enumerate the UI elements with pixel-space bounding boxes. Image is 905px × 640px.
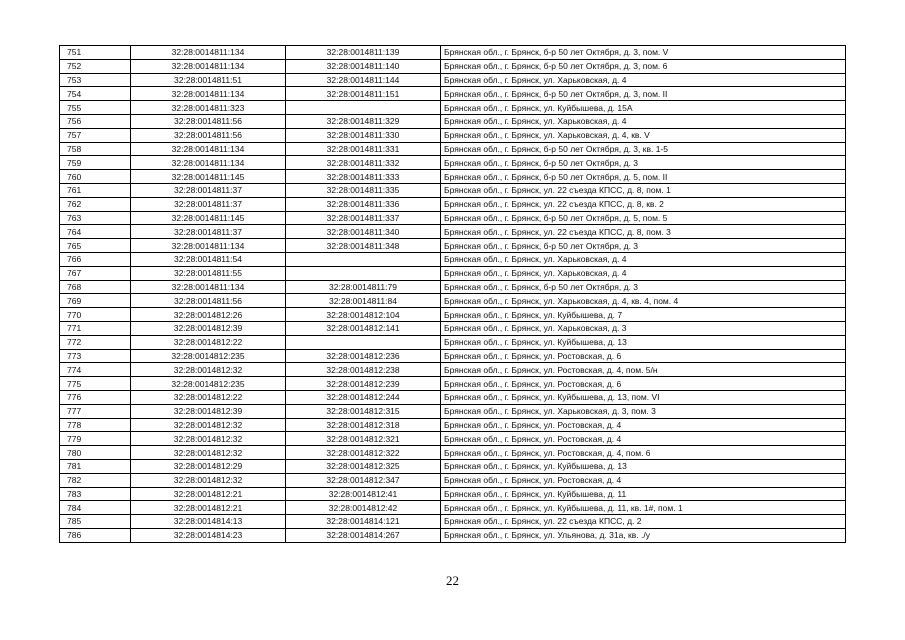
cadastral-number-cell: 32:28:0014812:22 — [131, 335, 286, 349]
table-row — [60, 321, 846, 335]
table-row — [60, 59, 846, 73]
related-cadastral-number-cell: 32:28:0014812:244 — [286, 390, 441, 404]
related-cadastral-number-cell: 32:28:0014811:84 — [286, 294, 441, 308]
table-row — [60, 501, 846, 515]
address-cell: Брянская обл., г. Брянск, ул. Харьковская, д. 4 — [441, 114, 846, 128]
address-cell: Брянская обл., г. Брянск, ул. Ростовская, д. 6 — [441, 377, 846, 391]
table-row — [60, 446, 846, 460]
cadastral-number-cell: 32:28:0014811:56 — [131, 114, 286, 128]
cadastral-number-cell: 32:28:0014811:145 — [131, 211, 286, 225]
table-row — [60, 266, 846, 280]
related-cadastral-number-cell: 32:28:0014811:331 — [286, 142, 441, 156]
row-number-cell: 751 — [60, 46, 131, 60]
row-number-cell: 780 — [60, 446, 131, 460]
document-table — [59, 45, 846, 543]
cadastral-number-cell: 32:28:0014812:32 — [131, 432, 286, 446]
table-row — [60, 528, 846, 542]
address-cell: Брянская обл., г. Брянск, ул. Куйбышева, д. 13 — [441, 459, 846, 473]
related-cadastral-number-cell: 32:28:0014811:336 — [286, 197, 441, 211]
address-cell: Брянская обл., г. Брянск, б-р 50 лет Октября, д. 3, пом. II — [441, 87, 846, 101]
cadastral-number-cell: 32:28:0014814:13 — [131, 515, 286, 529]
related-cadastral-number-cell: 32:28:0014812:318 — [286, 418, 441, 432]
related-cadastral-number-cell: 32:28:0014811:335 — [286, 183, 441, 197]
row-number-cell: 757 — [60, 128, 131, 142]
row-number-cell: 778 — [60, 418, 131, 432]
row-number-cell: 765 — [60, 239, 131, 253]
cadastral-number-cell: 32:28:0014812:32 — [131, 473, 286, 487]
cadastral-number-cell: 32:28:0014811:37 — [131, 183, 286, 197]
table-row — [60, 142, 846, 156]
address-cell: Брянская обл., г. Брянск, ул. Куйбышева, д. 15А — [441, 101, 846, 115]
related-cadastral-number-cell: 32:28:0014811:79 — [286, 280, 441, 294]
address-cell: Брянская обл., г. Брянск, ул. Ростовская, д. 4 — [441, 418, 846, 432]
related-cadastral-number-cell: 32:28:0014812:325 — [286, 459, 441, 473]
related-cadastral-number-cell: 32:28:0014811:144 — [286, 73, 441, 87]
cadastral-number-cell: 32:28:0014811:37 — [131, 197, 286, 211]
cadastral-number-cell: 32:28:0014811:54 — [131, 252, 286, 266]
row-number-cell: 782 — [60, 473, 131, 487]
cadastral-number-cell: 32:28:0014811:134 — [131, 87, 286, 101]
related-cadastral-number-cell: 32:28:0014812:322 — [286, 446, 441, 460]
table-row — [60, 487, 846, 501]
table-row — [60, 377, 846, 391]
table-row — [60, 335, 846, 349]
related-cadastral-number-cell: 32:28:0014811:329 — [286, 114, 441, 128]
cadastral-number-cell: 32:28:0014812:32 — [131, 446, 286, 460]
row-number-cell: 774 — [60, 363, 131, 377]
address-cell: Брянская обл., г. Брянск, ул. Харьковская, д. 4 — [441, 266, 846, 280]
table-row — [60, 390, 846, 404]
table-row — [60, 363, 846, 377]
table-row — [60, 515, 846, 529]
related-cadastral-number-cell — [286, 101, 441, 115]
related-cadastral-number-cell: 32:28:0014812:321 — [286, 432, 441, 446]
related-cadastral-number-cell: 32:28:0014811:139 — [286, 46, 441, 60]
row-number-cell: 753 — [60, 73, 131, 87]
address-cell: Брянская обл., г. Брянск, ул. Куйбышева, д. 11, кв. 1#, пом. 1 — [441, 501, 846, 515]
address-cell: Брянская обл., г. Брянск, б-р 50 лет Октября, д. 5, пом. II — [441, 170, 846, 184]
cadastral-number-cell: 32:28:0014811:134 — [131, 239, 286, 253]
cadastral-number-cell: 32:28:0014811:37 — [131, 225, 286, 239]
cadastral-number-cell: 32:28:0014811:56 — [131, 128, 286, 142]
table-row — [60, 252, 846, 266]
cadastral-number-cell: 32:28:0014812:32 — [131, 418, 286, 432]
related-cadastral-number-cell: 32:28:0014811:348 — [286, 239, 441, 253]
address-cell: Брянская обл., г. Брянск, ул. Ростовская, д. 6 — [441, 349, 846, 363]
related-cadastral-number-cell: 32:28:0014812:236 — [286, 349, 441, 363]
related-cadastral-number-cell: 32:28:0014811:330 — [286, 128, 441, 142]
related-cadastral-number-cell: 32:28:0014811:340 — [286, 225, 441, 239]
related-cadastral-number-cell: 32:28:0014812:104 — [286, 308, 441, 322]
address-cell: Брянская обл., г. Брянск, ул. Куйбышева, д. 7 — [441, 308, 846, 322]
row-number-cell: 771 — [60, 321, 131, 335]
row-number-cell: 758 — [60, 142, 131, 156]
related-cadastral-number-cell — [286, 335, 441, 349]
address-cell: Брянская обл., г. Брянск, ул. Куйбышева, д. 13, пом. VI — [441, 390, 846, 404]
row-number-cell: 754 — [60, 87, 131, 101]
cadastral-number-cell: 32:28:0014811:55 — [131, 266, 286, 280]
related-cadastral-number-cell: 32:28:0014812:239 — [286, 377, 441, 391]
related-cadastral-number-cell: 32:28:0014812:315 — [286, 404, 441, 418]
address-cell: Брянская обл., г. Брянск, б-р 50 лет Октября, д. 5, пом. 5 — [441, 211, 846, 225]
row-number-cell: 764 — [60, 225, 131, 239]
address-cell: Брянская обл., г. Брянск, ул. Харьковская, д. 4 — [441, 73, 846, 87]
row-number-cell: 773 — [60, 349, 131, 363]
cadastral-number-cell: 32:28:0014811:51 — [131, 73, 286, 87]
cadastral-number-cell: 32:28:0014812:21 — [131, 501, 286, 515]
table-row — [60, 170, 846, 184]
cadastral-number-cell: 32:28:0014812:235 — [131, 377, 286, 391]
cadastral-number-cell: 32:28:0014812:32 — [131, 363, 286, 377]
related-cadastral-number-cell: 32:28:0014811:332 — [286, 156, 441, 170]
row-number-cell: 770 — [60, 308, 131, 322]
address-cell: Брянская обл., г. Брянск, б-р 50 лет Октября, д. 3, кв. 1-5 — [441, 142, 846, 156]
table-row — [60, 156, 846, 170]
cadastral-number-cell: 32:28:0014812:235 — [131, 349, 286, 363]
table-row — [60, 101, 846, 115]
table-body — [60, 46, 846, 543]
address-cell: Брянская обл., г. Брянск, ул. Куйбышева, д. 13 — [441, 335, 846, 349]
table-row — [60, 349, 846, 363]
table-row — [60, 280, 846, 294]
address-cell: Брянская обл., г. Брянск, ул. Харьковская, д. 4 — [441, 252, 846, 266]
table-row — [60, 46, 846, 60]
cadastral-number-cell: 32:28:0014811:56 — [131, 294, 286, 308]
related-cadastral-number-cell: 32:28:0014811:140 — [286, 59, 441, 73]
row-number-cell: 760 — [60, 170, 131, 184]
table-row — [60, 418, 846, 432]
table-row — [60, 114, 846, 128]
address-cell: Брянская обл., г. Брянск, ул. Ростовская, д. 4 — [441, 432, 846, 446]
address-cell: Брянская обл., г. Брянск, ул. Ульянова, д. 31а, кв. ./у — [441, 528, 846, 542]
related-cadastral-number-cell: 32:28:0014811:337 — [286, 211, 441, 225]
row-number-cell: 775 — [60, 377, 131, 391]
cadastral-number-cell: 32:28:0014812:39 — [131, 404, 286, 418]
related-cadastral-number-cell: 32:28:0014812:42 — [286, 501, 441, 515]
cadastral-number-cell: 32:28:0014812:21 — [131, 487, 286, 501]
row-number-cell: 768 — [60, 280, 131, 294]
address-cell: Брянская обл., г. Брянск, ул. Харьковская, д. 3, пом. 3 — [441, 404, 846, 418]
table-row — [60, 211, 846, 225]
related-cadastral-number-cell: 32:28:0014811:333 — [286, 170, 441, 184]
address-cell: Брянская обл., г. Брянск, ул. 22 съезда КПСС, д. 8, пом. 1 — [441, 183, 846, 197]
address-cell: Брянская обл., г. Брянск, ул. Куйбышева, д. 11 — [441, 487, 846, 501]
related-cadastral-number-cell: 32:28:0014812:347 — [286, 473, 441, 487]
address-cell: Брянская обл., г. Брянск, ул. 22 съезда КПСС, д. 8, кв. 2 — [441, 197, 846, 211]
cadastral-number-cell: 32:28:0014811:134 — [131, 156, 286, 170]
cadastral-number-cell: 32:28:0014811:134 — [131, 280, 286, 294]
address-cell: Брянская обл., г. Брянск, ул. Харьковская, д. 4, кв. V — [441, 128, 846, 142]
related-cadastral-number-cell: 32:28:0014812:141 — [286, 321, 441, 335]
row-number-cell: 785 — [60, 515, 131, 529]
row-number-cell: 767 — [60, 266, 131, 280]
page-number: 22 — [446, 573, 459, 588]
row-number-cell: 779 — [60, 432, 131, 446]
cadastral-number-cell: 32:28:0014814:23 — [131, 528, 286, 542]
table-row — [60, 308, 846, 322]
address-cell: Брянская обл., г. Брянск, ул. Ростовская, д. 4, пом. 5/н — [441, 363, 846, 377]
table-row — [60, 225, 846, 239]
address-cell: Брянская обл., г. Брянск, ул. Ростовская, д. 4, пом. 6 — [441, 446, 846, 460]
cadastral-number-cell: 32:28:0014811:134 — [131, 59, 286, 73]
address-cell: Брянская обл., г. Брянск, б-р 50 лет Октября, д. 3, пом. 6 — [441, 59, 846, 73]
table-row — [60, 432, 846, 446]
row-number-cell: 762 — [60, 197, 131, 211]
related-cadastral-number-cell: 32:28:0014814:121 — [286, 515, 441, 529]
cadastral-number-cell: 32:28:0014812:26 — [131, 308, 286, 322]
table-row — [60, 459, 846, 473]
related-cadastral-number-cell: 32:28:0014811:151 — [286, 87, 441, 101]
table-row — [60, 87, 846, 101]
table-row — [60, 73, 846, 87]
row-number-cell: 755 — [60, 101, 131, 115]
address-cell: Брянская обл., г. Брянск, ул. Ростовская, д. 4 — [441, 473, 846, 487]
address-cell: Брянская обл., г. Брянск, б-р 50 лет Октября, д. 3 — [441, 156, 846, 170]
cadastral-number-cell: 32:28:0014812:29 — [131, 459, 286, 473]
address-cell: Брянская обл., г. Брянск, б-р 50 лет Октября, д. 3 — [441, 239, 846, 253]
table-row — [60, 473, 846, 487]
cadastral-number-cell: 32:28:0014812:22 — [131, 390, 286, 404]
related-cadastral-number-cell — [286, 266, 441, 280]
address-cell: Брянская обл., г. Брянск, ул. 22 съезда КПСС, д. 2 — [441, 515, 846, 529]
cadastral-number-cell: 32:28:0014812:39 — [131, 321, 286, 335]
related-cadastral-number-cell: 32:28:0014812:41 — [286, 487, 441, 501]
cadastral-number-cell: 32:28:0014811:145 — [131, 170, 286, 184]
row-number-cell: 772 — [60, 335, 131, 349]
table-row — [60, 239, 846, 253]
row-number-cell: 759 — [60, 156, 131, 170]
table-row — [60, 197, 846, 211]
row-number-cell: 776 — [60, 390, 131, 404]
row-number-cell: 786 — [60, 528, 131, 542]
row-number-cell: 763 — [60, 211, 131, 225]
address-cell: Брянская обл., г. Брянск, ул. Харьковская, д. 3 — [441, 321, 846, 335]
cadastral-number-cell: 32:28:0014811:134 — [131, 46, 286, 60]
row-number-cell: 752 — [60, 59, 131, 73]
table-row — [60, 404, 846, 418]
address-cell: Брянская обл., г. Брянск, ул. 22 съезда КПСС, д. 8, пом. 3 — [441, 225, 846, 239]
row-number-cell: 756 — [60, 114, 131, 128]
row-number-cell: 761 — [60, 183, 131, 197]
related-cadastral-number-cell: 32:28:0014812:238 — [286, 363, 441, 377]
row-number-cell: 784 — [60, 501, 131, 515]
table-row — [60, 128, 846, 142]
table-row — [60, 294, 846, 308]
address-cell: Брянская обл., г. Брянск, б-р 50 лет Октября, д. 3 — [441, 280, 846, 294]
row-number-cell: 777 — [60, 404, 131, 418]
cadastral-number-cell: 32:28:0014811:323 — [131, 101, 286, 115]
address-cell: Брянская обл., г. Брянск, б-р 50 лет Октября, д. 3, пом. V — [441, 46, 846, 60]
cadastral-number-cell: 32:28:0014811:134 — [131, 142, 286, 156]
row-number-cell: 783 — [60, 487, 131, 501]
related-cadastral-number-cell: 32:28:0014814:267 — [286, 528, 441, 542]
row-number-cell: 766 — [60, 252, 131, 266]
table-row — [60, 183, 846, 197]
related-cadastral-number-cell — [286, 252, 441, 266]
row-number-cell: 781 — [60, 459, 131, 473]
address-cell: Брянская обл., г. Брянск, ул. Харьковская, д. 4, кв. 4, пом. 4 — [441, 294, 846, 308]
row-number-cell: 769 — [60, 294, 131, 308]
